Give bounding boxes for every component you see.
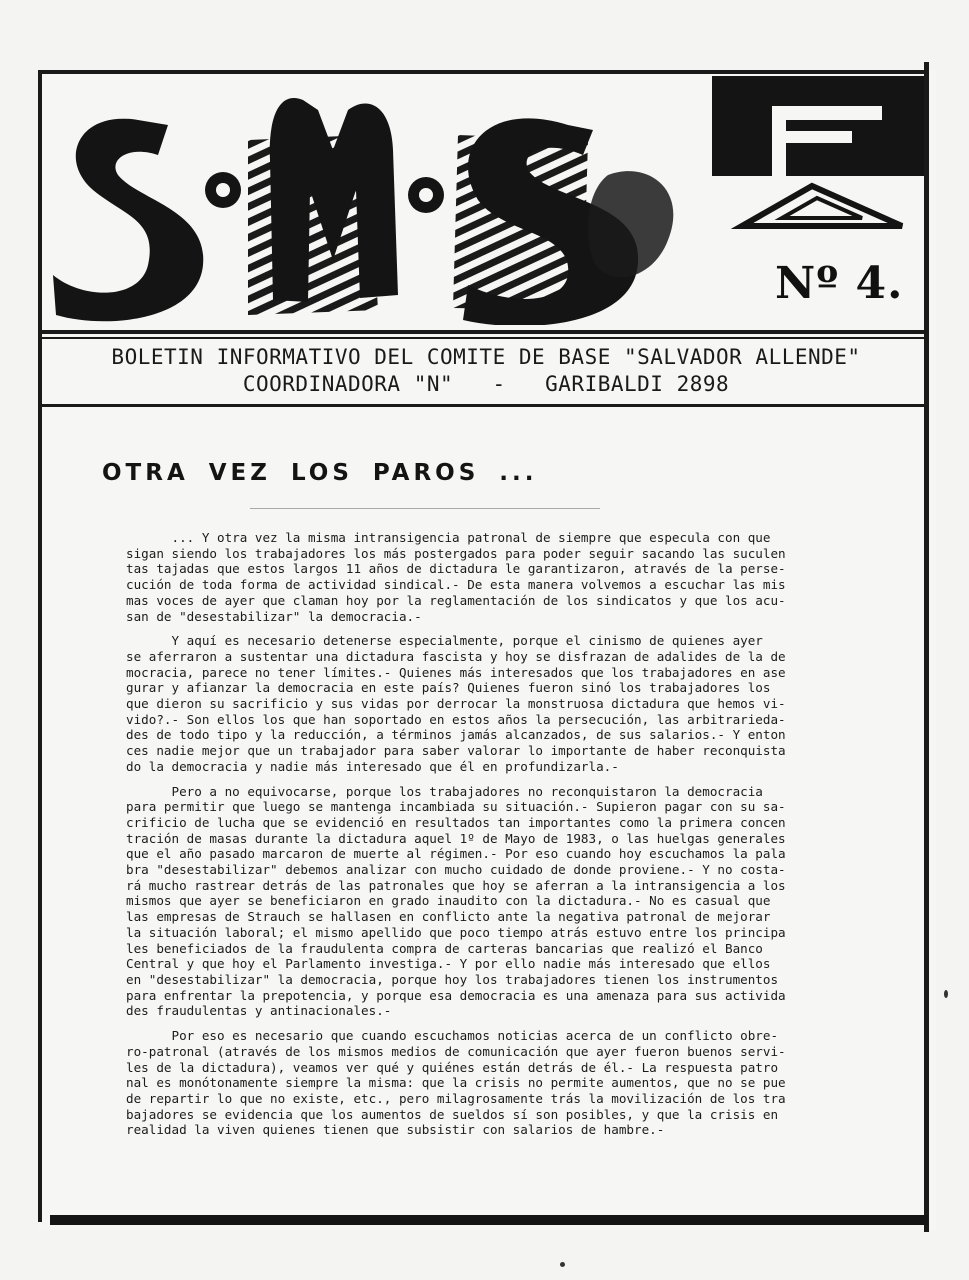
article-paragraph-2: Y aquí es necesario detenerse especialmente, porque el cinismo de quienes ayer se aferraron a sustentar una dictadura fascista y hoy se disfrazan de adalides de la de mocracia, parece no tener límites.- Quienes más interesados que los trabajadores en ase gurar y afianzar la democracia en este país? Quienes fueron sinó los trabajadores los que dieron su sacrificio y sus vidas por derrocar la monstruosa dictadura que hemos vi- vido?.- Son ellos los que han soportado en estos años la persecución, las arbitrarieda- des de todo tipo y la reducción, a términos jamás alcanzados, de sus salarios.- Y enton ces nadie mejor que un trabajador para saber valorar lo importante de haber reconquista do la democracia y nadie más interesado que él en profundizarla.-	[126, 633, 786, 774]
header-divider	[42, 330, 926, 334]
header-divider-thin	[42, 337, 926, 339]
frame-left-border	[38, 72, 42, 1222]
article-title: OTRA VEZ LOS PAROS ...	[102, 460, 538, 486]
bulletin-line-2: COORDINADORA "N" - GARIBALDI 2898	[242, 372, 730, 396]
somos-masthead-logo	[48, 80, 708, 325]
article-body	[126, 530, 886, 1147]
article-paragraph-4: Por eso es necesario que cuando escuchamos noticias acerca de un conflicto obre- ro-patronal (através de los mismos medios de comunicación que ayer fueron buenos servi- les de la dictadura), veamos ver qué y quiénes están detrás de él.- La respuesta patro nal es monótonamente siempre la misma: que la crisis no permite aumentos, que no se pue de repartir lo que no existe, etc., pero milagrosamente trás la movilización de los tra bajadores se evidencia que los aumentos de sueldos sí son posibles, y que la crisis en realidad la viven quienes tienen que subsistir con salarios de hambre.-	[126, 1028, 786, 1138]
ink-speck	[560, 1262, 565, 1267]
bulletin-header	[48, 344, 924, 398]
frame-top-border	[38, 70, 928, 74]
flag-emblem	[712, 76, 924, 236]
issue-number: Nº 4.	[775, 258, 904, 309]
article-paragraph-3: Pero a no equivocarse, porque los trabajadores no reconquistaron la democracia para permitir que luego se mantenga incambiada su situación.- Supieron pagar con su sa- crificio de lucha que se evidenció en resultados tan importantes como la primera concen tración de masas durante la dictadura aquel 1º de Mayo de 1983, o las huelgas generales que el año pasado marcaron de muerte al régimen.- Por eso cuando hoy escuchamos la pala bra "desestabilizar" debemos analizar con mucho cuidado de donde proviene.- Y no costa- rá mucho rastrear detrás de las patronales que hoy se aferran a la intransigencia a los mismos que ayer se beneficiaron en grado inaudito con la dictadura.- No es casual que las empresas de Strauch se hallasen en conflicto ante la negativa patronal de mejorar la situación laboral; el mismo apellido que poco tiempo atrás estuvo entre los principa les beneficiados de la fraudulenta compra de carteras bancarias que realizó el Banco Central y que hoy el Parlamento investiga.- Y por ello nadie más interesado que ellos en "desestabilizar" la democracia, porque hoy los trabajadores tienen los instrumentos para enfrentar la prepotencia, y porque esa democracia es una amenaza para sus activida des fraudulentas y antinacionales.-	[126, 783, 786, 1019]
ink-speck	[944, 990, 948, 998]
bulletin-line-1: BOLETIN INFORMATIVO DEL COMITE DE BASE "SALVADOR ALLENDE"	[111, 345, 861, 369]
bulletin-divider	[42, 404, 926, 407]
frame-right-border	[924, 62, 929, 1232]
frame-bottom-border	[50, 1215, 928, 1225]
title-underline	[250, 508, 600, 509]
article-paragraph-1: ... Y otra vez la misma intransigencia patronal de siempre que especula con que sigan siendo los trabajadores los más postergados para poder seguir sacando las suculen tas tajadas que estos largos 11 años de dictadura le garantizaron, através de la perse- cución de toda forma de actividad sindical.- De esta manera volvemos a escuchar las mis mas voces de ayer que claman hoy por la reglamentación de los sindicatos y que los acu- san de "desestabilizar" la democracia.-	[126, 530, 786, 624]
